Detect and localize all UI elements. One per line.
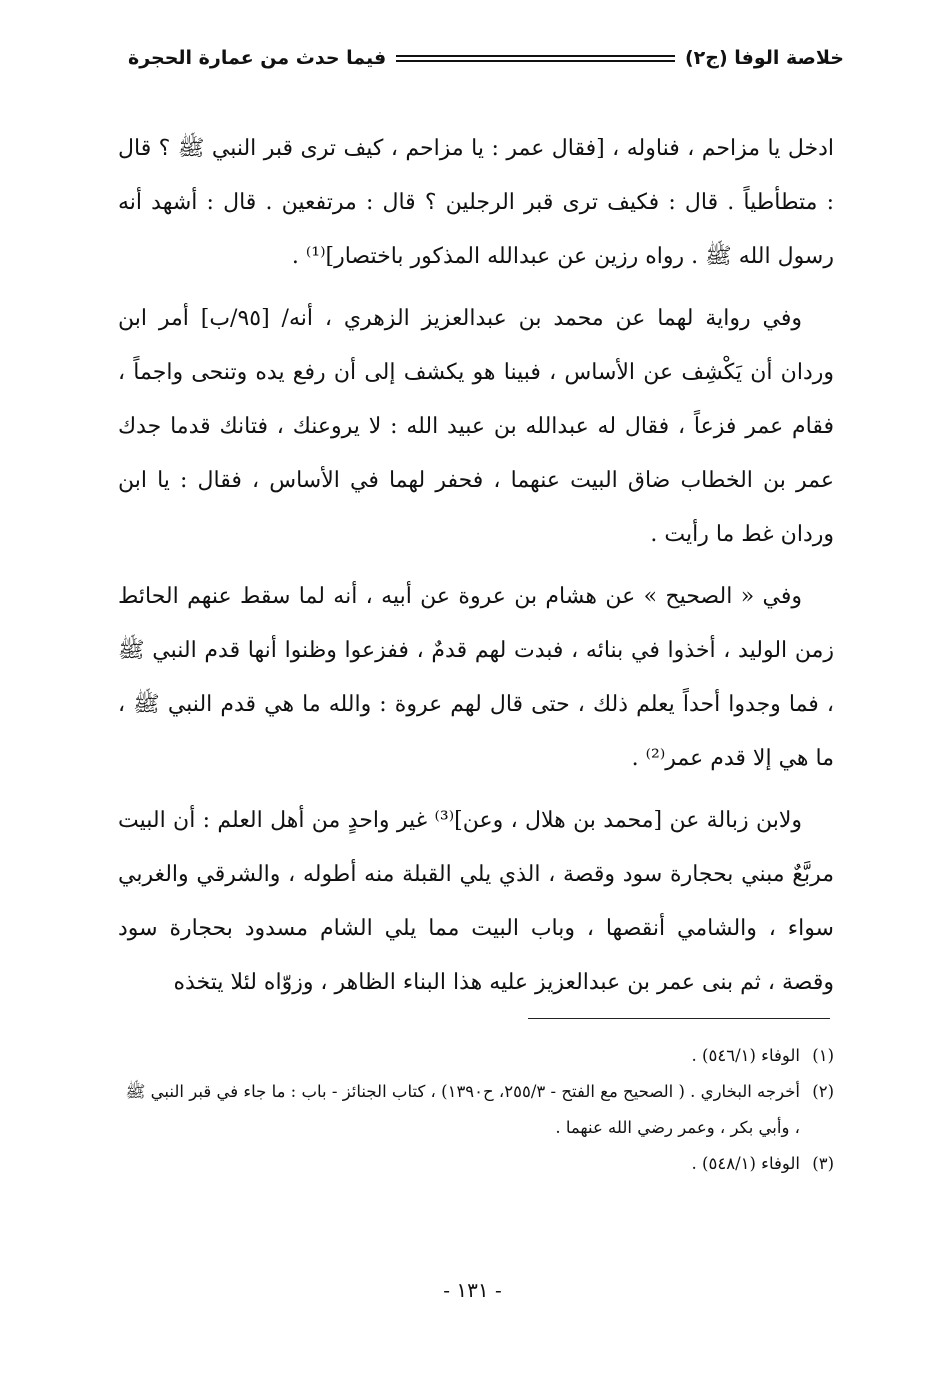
footnote-text: أخرجه البخاري . ( الصحيح مع الفتح - ٢٥٥/٣، ح١٣٩٠) ، كتاب الجنائز - باب : ما جاء في قبر النبي ﷺ ، وأبي بكر ، وعمر رضي الله عنهما . [125, 1082, 800, 1137]
footnotes [118, 1038, 834, 1182]
footnote-number: (٢) [812, 1082, 834, 1101]
footnote [118, 1146, 834, 1182]
paragraph: ادخل يا مزاحم ، فناوله ، [فقال عمر : يا مزاحم ، كيف ترى قبر النبي ﷺ ؟ قال : متطأطياً . قال : فكيف ترى قبر الرجلين ؟ قال : مرتفعين . قال : أشهد أنه رسول الله ﷺ . رواه رزين عن عبدالله المذكور باختصار]⁽¹⁾ . [118, 136, 834, 269]
paragraph: ولابن زبالة عن [محمد بن هلال ، وعن]⁽³⁾ غير واحدٍ من أهل العلم : أن البيت مربَّعٌ مبني بحجارة سود وقصة ، الذي يلي القبلة منه أطوله ، والشرقي والغربي سواء ، والشامي أنقصها ، وباب البيت مما يلي الشام مسدود بحجارة سود وقصة ، ثم بنى عمر بن عبدالعزيز عليه هذا البناء الظاهر ، وزوّاه لئلا يتخذه [118, 808, 834, 995]
running-header-section-title: فيما حدث من عمارة الحجرة [128, 47, 387, 69]
header-double-rule [396, 55, 675, 62]
footnote-number: (٣) [812, 1154, 834, 1173]
footnote [118, 1074, 834, 1146]
paragraph: وفي رواية لهما عن محمد بن عبدالعزيز الزهري ، أنه/ [٩٥/ب] أمر ابن وردان أن يَكْشِف عن الأساس ، فبينا هو يكشف إلى أن رفع يده وتنحى واجماً ، فقام عمر فزعاً ، فقال له عبدالله بن عبيد الله : لا يروعنك ، فتانك قدما جدك عمر بن الخطاب ضاق البيت عنهما ، فحفر لهما في الأساس ، فقال : يا ابن وردان غط ما رأيت . [118, 306, 834, 547]
footnote-separator [528, 1018, 830, 1019]
main-text [118, 122, 834, 1018]
footnote [118, 1038, 834, 1074]
paragraph: وفي « الصحيح » عن هشام بن عروة عن أبيه ، أنه لما سقط عنهم الحائط زمن الوليد ، أخذوا في بنائه ، فبدت لهم قدمٌ ، ففزعوا وظنوا أنها قدم النبي ﷺ ، فما وجدوا أحداً يعلم ذلك ، حتى قال لهم عروة : والله ما هي قدم النبي ﷺ ، ما هي إلا قدم عمر⁽²⁾ . [118, 584, 834, 771]
running-header [128, 38, 844, 78]
footnote-text: الوفاء (٥٤٦/١) . [691, 1046, 800, 1065]
page-number: - ١٣١ - [443, 1278, 502, 1302]
footnote-number: (١) [812, 1046, 834, 1065]
footnote-text: الوفاء (٥٤٨/١) . [691, 1154, 800, 1173]
running-header-book-title: خلاصة الوفا (ج٢) [684, 47, 844, 69]
